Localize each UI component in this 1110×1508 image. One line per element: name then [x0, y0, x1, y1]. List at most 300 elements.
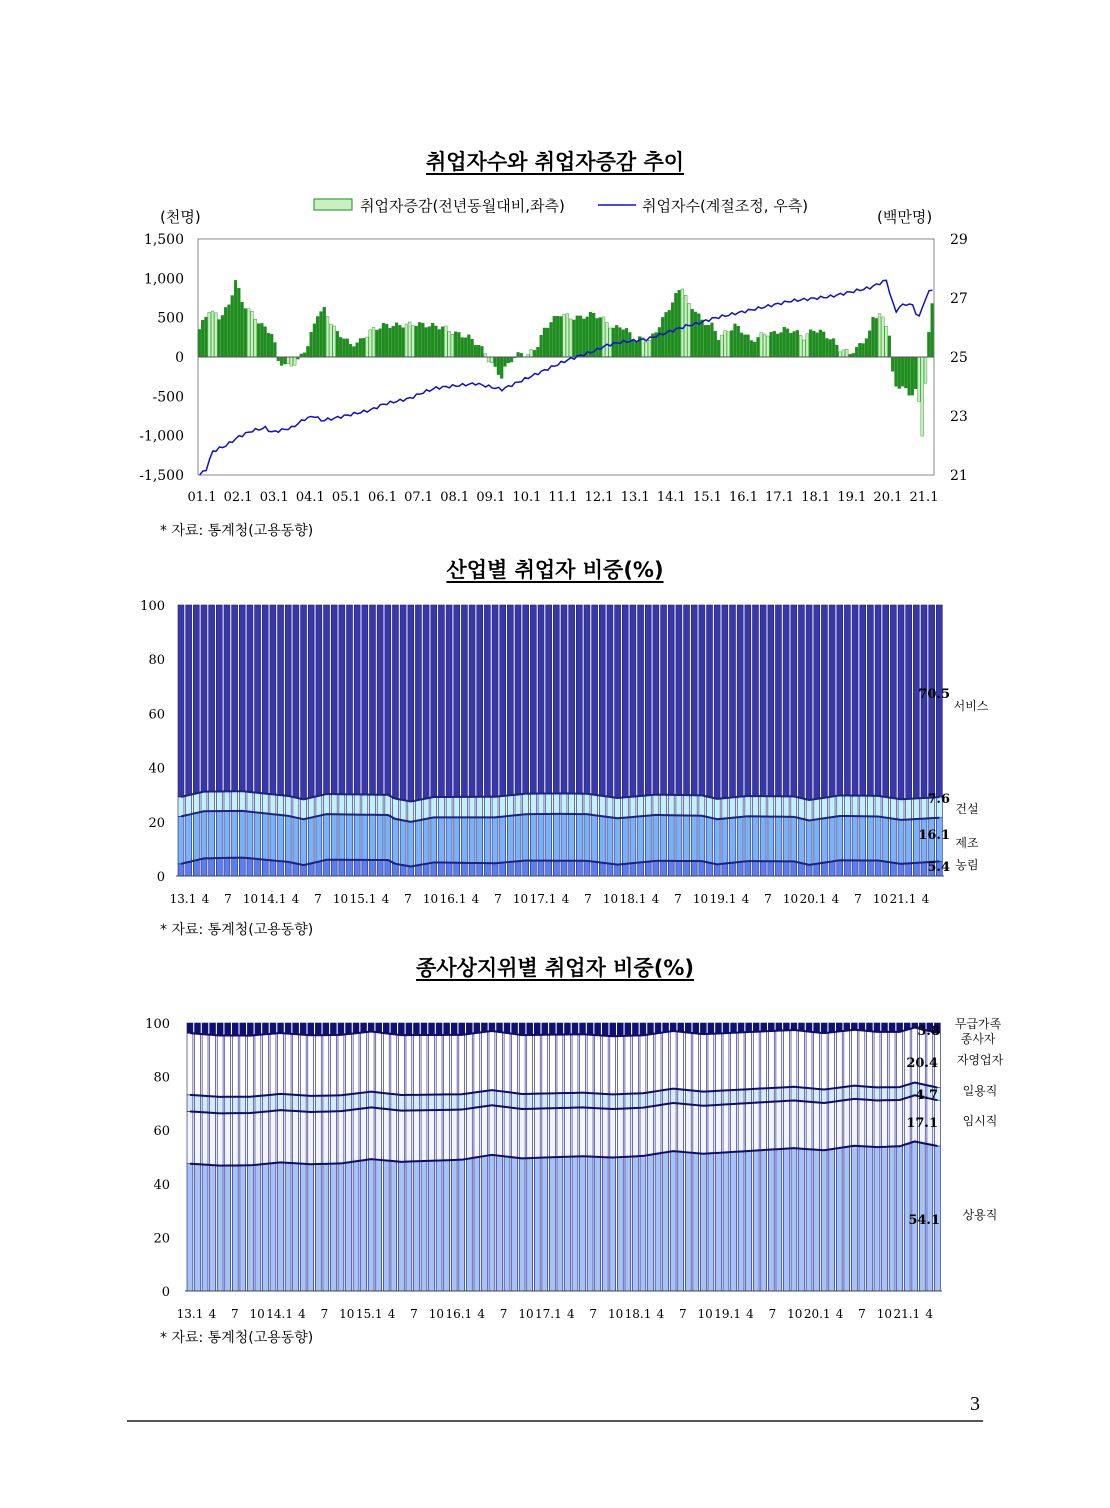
employment-change-bar [773, 331, 776, 357]
stacked-segment [791, 1087, 797, 1101]
employment-change-bar [392, 326, 395, 357]
stacked-segment [549, 1035, 555, 1094]
stacked-segment [595, 1023, 601, 1035]
stacked-segment [217, 1166, 223, 1291]
stacked-segment [569, 861, 575, 876]
stacked-segment [385, 795, 391, 815]
stacked-segment [370, 795, 376, 815]
industry-share-chart [0, 590, 1110, 920]
stacked-segment [610, 1109, 616, 1158]
series-end-value: 16.1 [918, 828, 950, 843]
stacked-segment [383, 1033, 389, 1093]
stacked-segment [484, 817, 490, 863]
employment-change-bar [504, 357, 507, 366]
stacked-segment [187, 1033, 193, 1095]
stacked-segment [239, 858, 245, 876]
stacked-segment [330, 1023, 336, 1035]
stacked-segment [572, 1034, 578, 1092]
stacked-segment [799, 1031, 805, 1088]
employment-change-bar [356, 343, 359, 357]
stacked-segment [553, 793, 559, 813]
stacked-segment [285, 1023, 291, 1034]
stacked-segment [904, 1085, 910, 1098]
employment-change-bar [270, 334, 273, 357]
stacked-segment [587, 1108, 593, 1157]
employment-change-bar [454, 332, 457, 357]
stacked-segment [783, 796, 789, 816]
x-axis-tick: 10 [428, 1307, 445, 1321]
x-axis-tick: 12.1 [584, 490, 614, 505]
employment-change-bar [336, 331, 339, 357]
series-name-label: 농림 [955, 858, 979, 872]
stacked-segment [415, 605, 421, 800]
stacked-segment [768, 605, 774, 796]
y-axis-tick: 60 [148, 707, 165, 723]
employment-change-bar [878, 314, 881, 357]
stacked-segment [481, 1032, 487, 1091]
stacked-segment [837, 860, 843, 876]
stacked-segment [592, 815, 598, 862]
x-axis-tick: 07.1 [404, 490, 434, 505]
right-axis-tick: 21 [950, 468, 968, 484]
stacked-segment [542, 1093, 548, 1108]
employment-change-bar [382, 323, 385, 357]
x-axis-tick: 10 [782, 892, 799, 906]
stacked-segment [678, 1032, 684, 1090]
stacked-segment [546, 814, 552, 861]
stacked-segment [400, 605, 406, 800]
y-axis-tick: 0 [161, 1285, 170, 1300]
stacked-segment [645, 862, 651, 876]
employment-change-bar [704, 325, 707, 357]
stacked-segment [607, 605, 613, 797]
chart1-title: 취업자수와 취업자증감 추이 [425, 150, 685, 174]
employment-change-bar [885, 326, 888, 357]
stacked-segment [693, 1033, 699, 1091]
employment-change-bar [431, 323, 434, 357]
x-axis-tick: 4 [477, 1307, 486, 1321]
stacked-segment [776, 1088, 782, 1102]
x-axis-tick: 10 [512, 892, 529, 906]
stacked-segment [255, 605, 261, 793]
stacked-segment [400, 865, 406, 876]
stacked-segment [867, 605, 873, 796]
stacked-segment [761, 1031, 767, 1088]
stacked-segment [844, 1031, 850, 1087]
stacked-segment [883, 862, 889, 876]
stacked-segment [210, 1165, 216, 1291]
stacked-segment [882, 1032, 888, 1087]
stacked-segment [461, 797, 467, 818]
x-axis-tick: 4 [381, 892, 390, 906]
stacked-segment [640, 1035, 646, 1093]
stacked-segment [377, 860, 383, 876]
stacked-segment [595, 1108, 601, 1157]
stacked-segment [270, 814, 276, 860]
stacked-segment [383, 1160, 389, 1291]
x-axis-tick: 18.1 [801, 490, 831, 505]
stacked-segment [339, 605, 345, 794]
stacked-segment [716, 1033, 722, 1090]
stacked-segment [247, 1113, 253, 1165]
series-name-label: 종사자 [960, 1032, 996, 1046]
stacked-segment [768, 861, 774, 876]
employment-change-bar [533, 350, 536, 357]
stacked-segment [587, 1157, 593, 1291]
employment-change-bar [201, 320, 204, 357]
stacked-segment [867, 816, 873, 860]
employment-change-bar [904, 357, 907, 388]
stacked-segment [270, 794, 276, 814]
stacked-segment [645, 795, 651, 815]
stacked-segment [708, 1153, 714, 1291]
stacked-segment [723, 1033, 729, 1090]
stacked-segment [209, 811, 215, 858]
stacked-segment [542, 1158, 548, 1291]
series-name-label: 상용직 [962, 1208, 998, 1222]
stacked-segment [255, 1096, 261, 1112]
stacked-segment [814, 1089, 820, 1103]
stacked-segment [423, 798, 429, 818]
x-axis-tick: 7 [589, 1307, 598, 1321]
stacked-segment [523, 814, 529, 860]
stacked-segment [178, 864, 184, 876]
stacked-segment [210, 1113, 216, 1165]
stacked-segment [202, 1034, 208, 1096]
stacked-segment [595, 1035, 601, 1093]
stacked-segment [890, 798, 896, 819]
stacked-segment [459, 1035, 465, 1094]
stacked-segment [653, 795, 659, 815]
stacked-segment [714, 819, 720, 864]
stacked-segment [423, 819, 429, 864]
stacked-segment [270, 860, 276, 876]
stacked-segment [538, 861, 544, 876]
stacked-segment [723, 1152, 729, 1291]
stacked-segment [753, 1151, 759, 1292]
employment-change-bar [737, 326, 740, 357]
stacked-segment [538, 605, 544, 794]
stacked-segment [392, 799, 398, 819]
stacked-segment [500, 605, 506, 796]
stacked-segment [444, 1110, 450, 1160]
x-axis-tick: 10 [332, 892, 349, 906]
employment-change-bar [438, 329, 441, 357]
stacked-segment [293, 818, 299, 864]
stacked-segment [587, 1093, 593, 1108]
employment-change-bar [891, 357, 894, 371]
stacked-segment [844, 796, 850, 817]
stacked-segment [730, 863, 736, 876]
stacked-segment [316, 605, 322, 796]
stacked-segment [676, 605, 682, 795]
stacked-segment [768, 796, 774, 816]
stacked-segment [708, 1091, 714, 1105]
stacked-segment [391, 1023, 397, 1034]
stacked-segment [178, 816, 184, 863]
stacked-segment [431, 605, 437, 797]
stacked-segment [615, 605, 621, 798]
stacked-segment [768, 1102, 774, 1150]
employment-change-bar [586, 317, 589, 357]
stacked-segment [617, 1157, 623, 1291]
stacked-segment [602, 1157, 608, 1291]
stacked-segment [587, 1023, 593, 1035]
stacked-segment [542, 1023, 548, 1035]
employment-change-bar [881, 317, 884, 357]
employment-change-bar [306, 346, 309, 357]
left-axis-unit: (천명) [160, 208, 201, 226]
stacked-segment [444, 1094, 450, 1109]
x-axis-tick: 10 [876, 1307, 893, 1321]
stacked-segment [806, 800, 812, 820]
stacked-segment [187, 1023, 193, 1033]
stacked-segment [331, 794, 337, 814]
x-axis-tick: 7 [854, 892, 862, 906]
left-axis-tick: -1,500 [139, 468, 184, 484]
employment-change-bar [786, 329, 789, 357]
x-axis-tick: 18.1 [619, 892, 647, 906]
stacked-segment [851, 1086, 857, 1099]
stacked-segment [648, 1092, 654, 1106]
stacked-segment [195, 1034, 201, 1096]
stacked-segment [255, 793, 261, 813]
stacked-segment [353, 1033, 359, 1093]
y-axis-tick: 20 [153, 1231, 170, 1247]
stacked-segment [459, 1110, 465, 1160]
stacked-segment [232, 1165, 238, 1291]
stacked-segment [768, 817, 774, 862]
stacked-segment [224, 605, 230, 791]
employment-change-bar [895, 357, 898, 386]
employment-change-bar [908, 357, 911, 395]
stacked-segment [745, 605, 751, 796]
employment-change-bar [783, 327, 786, 357]
stacked-segment [851, 1023, 857, 1030]
stacked-segment [691, 816, 697, 861]
stacked-segment [791, 817, 797, 862]
stacked-segment [883, 797, 889, 818]
stacked-segment [829, 797, 835, 818]
x-axis-tick: 15.1 [349, 892, 377, 906]
stacked-segment [753, 861, 759, 876]
stacked-segment [477, 605, 483, 797]
stacked-segment [338, 1111, 344, 1163]
y-axis-tick: 0 [156, 870, 165, 885]
stacked-segment [308, 818, 314, 864]
stacked-segment [316, 816, 322, 862]
stacked-segment [760, 817, 766, 862]
stacked-segment [339, 860, 345, 876]
stacked-segment [414, 1023, 420, 1035]
employment-change-bar [264, 327, 267, 357]
stacked-segment [436, 1160, 442, 1291]
employment-change-bar [707, 325, 710, 357]
stacked-segment [512, 1108, 518, 1157]
employment-change-bar [359, 339, 362, 357]
stacked-segment [783, 1149, 789, 1291]
stacked-segment [285, 1034, 291, 1095]
stacked-segment [466, 1023, 472, 1034]
x-axis-tick: 10 [872, 892, 889, 906]
employed-persons-line [200, 280, 933, 475]
stacked-segment [504, 1023, 510, 1033]
stacked-segment [421, 1161, 427, 1291]
employment-change-bar [247, 309, 250, 357]
stacked-segment [836, 1023, 842, 1031]
stacked-segment [874, 1023, 880, 1032]
stacked-segment [293, 1034, 299, 1095]
stacked-segment [504, 1107, 510, 1156]
employment-change-bar [793, 332, 796, 357]
x-axis-tick: 19.1 [714, 1307, 741, 1321]
stacked-segment [737, 817, 743, 862]
stacked-segment [361, 1032, 367, 1092]
x-axis-tick: 4 [471, 892, 480, 906]
stacked-segment [668, 605, 674, 795]
stacked-segment [625, 1157, 631, 1291]
stacked-segment [232, 811, 238, 858]
stacked-segment [195, 1095, 201, 1112]
stacked-segment [178, 605, 184, 797]
stacked-segment [753, 605, 759, 796]
employment-change-bar [835, 345, 838, 357]
stacked-segment [898, 820, 904, 864]
stacked-segment [610, 1036, 616, 1094]
stacked-segment [216, 605, 222, 791]
stacked-segment [821, 1033, 827, 1089]
x-axis-tick: 06.1 [368, 490, 397, 505]
stacked-segment [201, 792, 207, 812]
stacked-segment [436, 1095, 442, 1110]
employment-change-bar [832, 339, 835, 357]
employment-change-bar [845, 349, 848, 357]
stacked-segment [421, 1110, 427, 1161]
stacked-segment [875, 605, 881, 796]
stacked-segment [678, 1104, 684, 1152]
stacked-segment [875, 796, 881, 817]
x-axis-tick: 13.1 [169, 892, 197, 906]
stacked-segment [625, 1108, 631, 1156]
stacked-segment [685, 1152, 691, 1291]
stacked-segment [761, 1102, 767, 1150]
stacked-segment [670, 1103, 676, 1151]
series-end-value: 4.7 [915, 1088, 938, 1103]
stacked-segment [481, 1106, 487, 1156]
stacked-segment [454, 863, 460, 876]
stacked-segment [806, 1102, 812, 1150]
stacked-segment [557, 1035, 563, 1094]
stacked-segment [293, 605, 299, 798]
employment-change-bar [251, 311, 254, 357]
employment-change-bar [829, 340, 832, 357]
employment-change-bar [809, 330, 812, 357]
stacked-segment [446, 817, 452, 862]
stacked-segment [398, 1023, 404, 1035]
stacked-segment [684, 605, 690, 795]
stacked-segment [466, 1158, 472, 1291]
stacked-segment [270, 1023, 276, 1034]
stacked-segment [632, 1036, 638, 1094]
stacked-segment [738, 1023, 744, 1032]
employment-change-bar [211, 311, 214, 357]
stacked-segment [663, 1023, 669, 1032]
stacked-segment [889, 1023, 895, 1032]
left-axis-tick: 1,000 [143, 271, 184, 288]
employment-change-bar [579, 316, 582, 357]
stacked-segment [362, 860, 368, 876]
stacked-segment [527, 1035, 533, 1094]
employment-change-bar [734, 324, 737, 357]
employment-change-bar [615, 325, 618, 357]
stacked-segment [500, 863, 506, 876]
stacked-segment [557, 1093, 563, 1108]
employment-change-bar [839, 352, 842, 357]
stacked-segment [504, 1157, 510, 1291]
stacked-segment [293, 1111, 299, 1163]
employment-change-bar [914, 357, 917, 389]
x-axis-tick: 7 [678, 1307, 687, 1321]
stacked-segment [738, 1151, 744, 1291]
x-axis-tick: 19.1 [709, 892, 737, 906]
stacked-segment [565, 1157, 571, 1291]
stacked-segment [731, 1090, 737, 1104]
stacked-segment [444, 1035, 450, 1095]
stacked-segment [383, 1093, 389, 1109]
employment-change-bar [648, 340, 651, 357]
stacked-segment [561, 605, 567, 793]
stacked-segment [362, 795, 368, 815]
stacked-segment [217, 1097, 223, 1113]
stacked-segment [377, 605, 383, 795]
stacked-segment [768, 1023, 774, 1031]
stacked-segment [293, 1095, 299, 1111]
stacked-segment [691, 605, 697, 795]
employment-change-bar [747, 335, 750, 357]
employment-change-bar [435, 326, 438, 357]
stacked-segment [330, 1164, 336, 1291]
stacked-segment [670, 1031, 676, 1089]
stacked-segment [338, 1023, 344, 1035]
employment-change-bar [389, 328, 392, 357]
employment-change-bar [310, 332, 313, 357]
employment-change-bar [678, 290, 681, 357]
stacked-segment [519, 1109, 525, 1158]
stacked-segment [224, 858, 230, 876]
stacked-segment [622, 864, 628, 876]
stacked-segment [844, 860, 850, 876]
stacked-segment [655, 1023, 661, 1033]
employment-change-bar [293, 357, 296, 365]
stacked-segment [799, 1101, 805, 1149]
stacked-segment [346, 1034, 352, 1094]
stacked-segment [617, 1036, 623, 1094]
employment-change-bar [750, 340, 753, 357]
stacked-segment [431, 817, 437, 862]
employment-change-bar [530, 350, 533, 357]
stacked-segment [798, 819, 804, 864]
stacked-segment [451, 1023, 457, 1035]
stacked-segment [523, 861, 529, 876]
stacked-segment [746, 1032, 752, 1089]
stacked-segment [232, 1113, 238, 1165]
stacked-segment [193, 793, 199, 813]
y-axis-tick: 80 [148, 653, 165, 669]
stacked-segment [716, 1023, 722, 1033]
stacked-segment [889, 1100, 895, 1146]
stacked-segment [315, 1164, 321, 1291]
stacked-segment [783, 817, 789, 862]
